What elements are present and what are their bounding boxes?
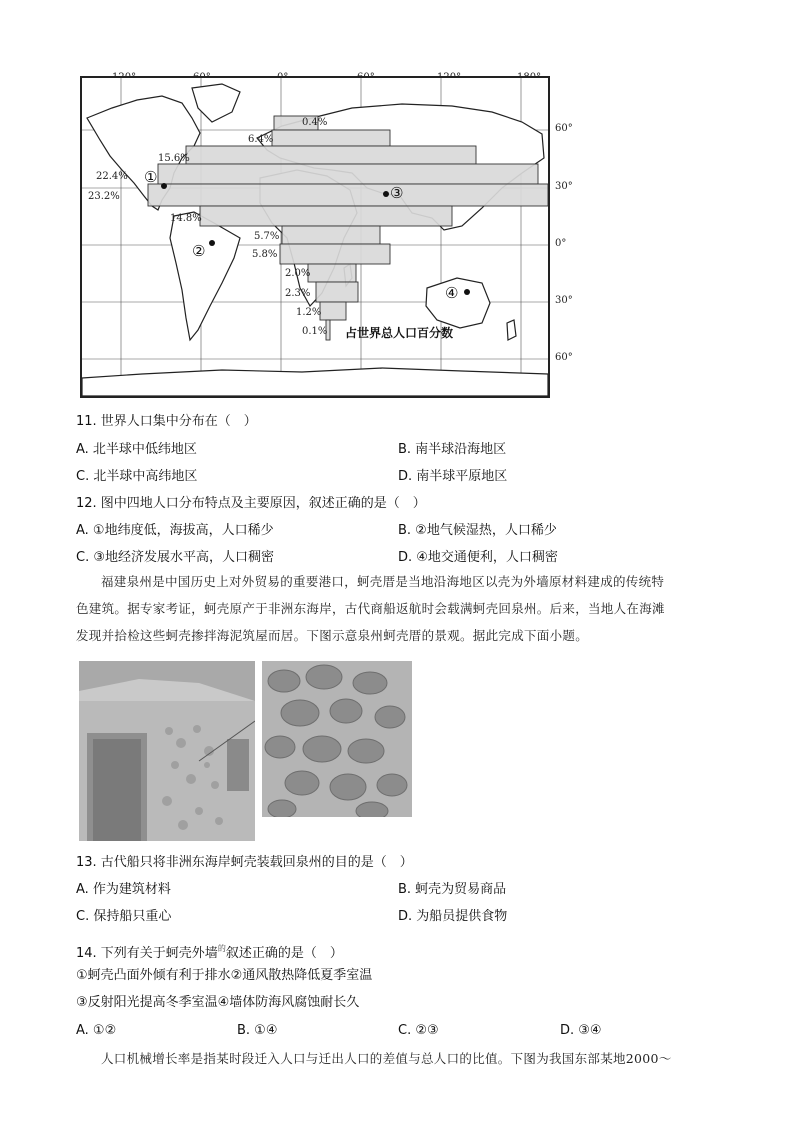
bar-23.2 — [148, 184, 548, 206]
pct-label: 5.8% — [252, 249, 278, 260]
oyster-shell-closeup-svg — [262, 661, 412, 817]
q14-option-a[interactable]: A. ①② — [76, 1023, 117, 1038]
marker-label-2: ② — [192, 242, 206, 260]
pct-label: 23.2% — [88, 191, 120, 202]
south-america-outline — [170, 212, 240, 340]
marker-label-4: ④ — [445, 284, 459, 302]
pct-label: 1.2% — [296, 307, 322, 318]
q12-stem: 12. 图中四地人口分布特点及主要原因，叙述正确的是（ ） — [76, 496, 426, 511]
lat-label: 30° — [555, 181, 573, 192]
passage-line: 发现并拾检这些蚵壳掺拌海泥筑屋而居。下图示意泉州蚵壳厝的景观。据此完成下面小题。 — [76, 628, 589, 643]
q13-option-c[interactable]: C. 保持船只重心 — [76, 909, 172, 924]
q11-option-c[interactable]: C. 北半球中高纬地区 — [76, 469, 198, 484]
bar-5.7 — [282, 226, 380, 244]
bar-2.0 — [308, 264, 356, 282]
lat-label: 60° — [555, 123, 573, 134]
antarctica-outline — [82, 368, 548, 396]
q13-option-a[interactable]: A. 作为建筑材料 — [76, 882, 171, 897]
new-zealand-outline — [507, 320, 516, 340]
passage-line: 人口机械增长率是指某时段迁入人口与迁出人口的差值与总人口的比值。下图为我国东部某地2000～ — [101, 1051, 672, 1066]
q14-option-d[interactable]: D. ③④ — [560, 1023, 602, 1038]
oyster-house-photo — [79, 661, 255, 841]
bar-22.4 — [158, 164, 538, 184]
pct-label: 14.8% — [170, 213, 202, 224]
passage-oyster-house — [76, 568, 726, 649]
map-legend: 占世界总人口百分数 — [345, 326, 454, 340]
q14-option-b[interactable]: B. ①④ — [237, 1023, 278, 1038]
q13-option-d[interactable]: D. 为船员提供食物 — [398, 909, 508, 924]
marker-label-1: ① — [144, 168, 158, 186]
marker-dot-2 — [209, 240, 215, 246]
q14-option-c[interactable]: C. ②③ — [398, 1023, 439, 1038]
bar-5.8 — [280, 244, 390, 264]
bar-14.8 — [200, 206, 452, 226]
passage-line: 色建筑。据专家考证，蚵壳原产于非洲东海岸，古代商船返航时会载满蚵壳回泉州。后来，当地人在海滩 — [76, 601, 665, 616]
lat-label: 60° — [555, 352, 573, 363]
q14-statement-2: ③反射阳光提高冬季室温④墙体防海风腐蚀耐长久 — [76, 995, 360, 1010]
bar-2.3 — [316, 282, 358, 302]
pct-label: 2.0% — [285, 268, 311, 279]
marker-label-3: ③ — [390, 184, 404, 202]
q12-option-b[interactable]: B. ②地气候湿热，人口稀少 — [398, 523, 557, 538]
pct-label: 6.4% — [248, 134, 274, 145]
q11-option-b[interactable]: B. 南半球沿海地区 — [398, 442, 507, 457]
marker-dot-4 — [464, 289, 470, 295]
q12-option-c[interactable]: C. ③地经济发展水平高，人口稠密 — [76, 550, 274, 565]
bar-1.2 — [320, 302, 346, 320]
q13-stem: 13. 古代船只将非洲东海岸蚵壳装载回泉州的目的是（ ） — [76, 855, 413, 870]
q13-option-b[interactable]: B. 蚵壳为贸易商品 — [398, 882, 507, 897]
oyster-house-photo-svg — [79, 661, 255, 841]
q14-stem-part: 叙述正确的是（ ） — [225, 946, 343, 961]
passage-migration — [101, 1045, 672, 1072]
q11-stem: 11. 世界人口集中分布在（ ） — [76, 414, 257, 429]
pct-label: 22.4% — [96, 171, 128, 182]
oyster-shell-closeup-photo — [262, 661, 412, 817]
pct-label: 0.4% — [302, 117, 328, 128]
bar-15.6 — [186, 146, 476, 164]
map-figure — [0, 0, 794, 400]
greenland-outline — [192, 84, 240, 122]
lat-label: 30° — [555, 295, 573, 306]
pct-label: 15.6% — [158, 153, 190, 164]
lat-label: 0° — [555, 238, 567, 249]
q14-statement-1: ①蚵壳凸面外倾有利于排水②通风散热降低夏季室温 — [76, 968, 373, 983]
bar-6.4 — [272, 130, 390, 146]
q12-option-a[interactable]: A. ①地纬度低，海拔高，人口稀少 — [76, 523, 274, 538]
marker-dot-3 — [383, 191, 389, 197]
q11-option-d[interactable]: D. 南半球平原地区 — [398, 469, 508, 484]
q12-option-d[interactable]: D. ④地交通便利，人口稠密 — [398, 550, 558, 565]
pct-label: 5.7% — [254, 231, 280, 242]
q14-stem — [76, 940, 343, 963]
q14-stem-part: 14. 下列有关于蚵壳外墙 — [76, 946, 218, 961]
q11-option-a[interactable]: A. 北半球中低纬地区 — [76, 442, 197, 457]
passage-line: 福建泉州是中国历史上对外贸易的重要港口，蚵壳厝是当地沿海地区以壳为外墙原材料建成的传统特 — [101, 574, 665, 589]
q14-stem-superscript: 的 — [217, 944, 226, 953]
marker-dot-1 — [161, 183, 167, 189]
pct-label: 2.3% — [285, 288, 311, 299]
pct-label: 0.1% — [302, 326, 328, 337]
